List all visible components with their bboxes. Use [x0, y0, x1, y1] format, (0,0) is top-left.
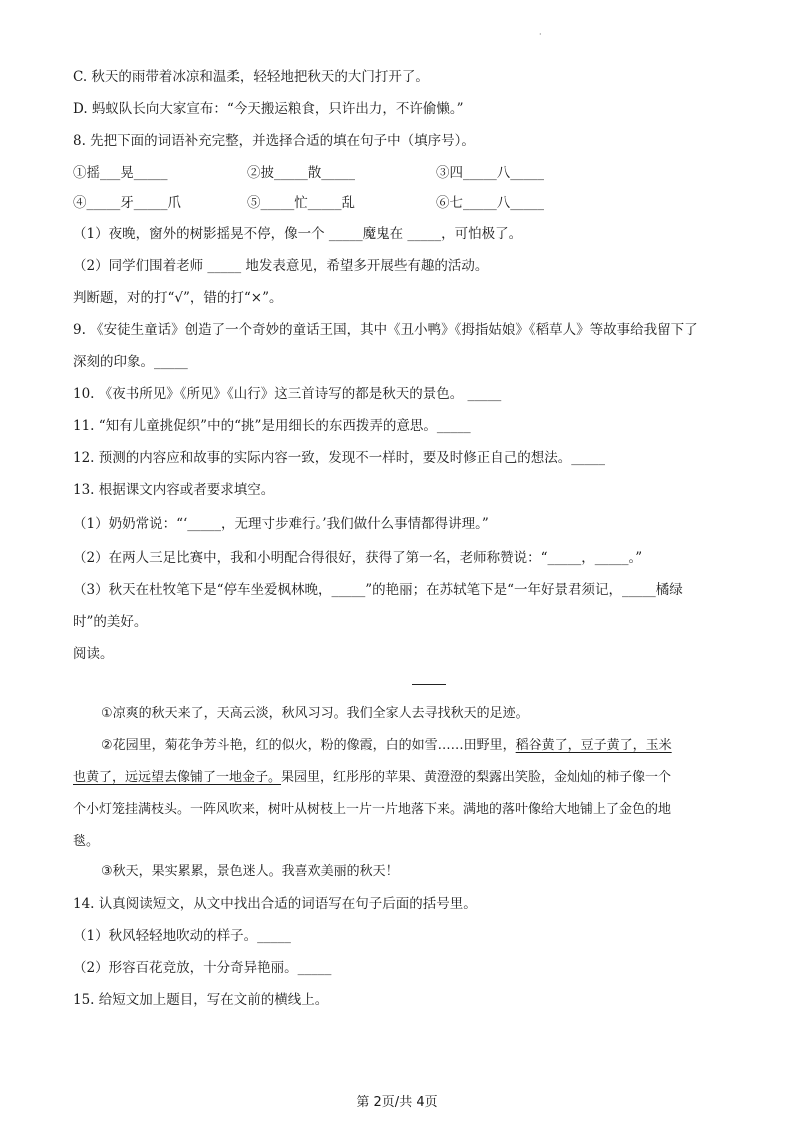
passage-text: ②花园里，菊花争芳斗艳，红的似火，粉的像霞，白的如雪……田野里， [101, 738, 516, 753]
sentence-1: （1）夜晚，窗外的树影摇晃不停，像一个 _____魔鬼在 _____，可怕极了。 [73, 226, 523, 242]
question-13: 13. 根据课文内容或者要求填空。 [73, 482, 275, 498]
question-14-2: （2）形容百花竞放，十分奇异艳丽。_____ [73, 960, 332, 976]
question-15: 15. 给短文加上题目，写在文前的横线上。 [73, 992, 329, 1008]
question-9-line-1: 9. 《安徒生童话》创造了一个奇妙的童话王国，其中《丑小鸭》《拇指姑娘》《稻草人》等故事给我留下了 [73, 322, 698, 338]
page-footer: 第 2页/共 4页 [356, 1095, 438, 1110]
passage-para-2-line-1 [101, 737, 672, 755]
question-13-3-line-1: （3）秋天在杜牧笔下是“停车坐爱枫林晚，_____”的艳丽；在苏轼笔下是“一年好景君须记，_____橘绿 [73, 582, 683, 598]
reading-label: 阅读。 [73, 646, 114, 662]
question-12: 12. 预测的内容应和故事的实际内容一致，发现不一样时，要及时修正自己的想法。_____ [73, 450, 606, 466]
word-6: ⑥七_____八_____ [436, 195, 544, 211]
option-c: C. 秋天的雨带着冰凉和温柔，轻轻地把秋天的大门打开了。 [73, 69, 429, 85]
passage-underlined-text: 稻谷黄了，豆子黄了，玉米 [515, 738, 672, 753]
passage-para-2-line-4: 毯。 [73, 834, 100, 849]
question-13-3-line-2: 时”的美好。 [73, 614, 148, 630]
question-14-1: （1）秋风轻轻地吹动的样子。_____ [73, 928, 291, 944]
option-d: D. 蚂蚁队长向大家宣布：“今天搬运粮食，只许出力，不许偷懒。” [73, 101, 464, 117]
word-5: ⑤_____忙_____乱 [247, 195, 355, 211]
passage-para-1: ①凉爽的秋天来了，天高云淡，秋风习习。我们全家人去寻找秋天的足迹。 [101, 706, 529, 721]
passage-para-2-line-2 [73, 769, 671, 787]
passage-underlined-text: 也黄了，远远望去像铺了一地金子。 [73, 770, 282, 785]
question-10: 10. 《夜书所见》《所见》《山行》这三首诗写的都是秋天的景色。 _____ [73, 386, 502, 402]
question-11: 11. “知有儿童挑促织”中的“挑”是用细长的东西拨弄的意思。_____ [73, 418, 471, 434]
judge-instruction: 判断题，对的打“√”，错的打“×”。 [73, 290, 283, 306]
question-13-1: （1）奶奶常说：“‘_____，无理寸步难行。’我们做什么事情都得讲理。” [73, 516, 489, 532]
question-13-2: （2）在两人三足比赛中，我和小明配合得很好，获得了第一名，老师称赞说：“_____，_____。” [73, 550, 643, 566]
page-mark: · [539, 30, 542, 39]
passage-para-2-line-3: 个小灯笼挂满枝头。一阵风吹来，树叶从树枝上一片一片地落下来。满地的落叶像给大地铺上了金色的地 [73, 802, 672, 817]
word-2: ②披_____散_____ [247, 165, 355, 181]
title-blank [412, 683, 446, 685]
word-3: ③四_____八_____ [436, 165, 544, 181]
word-1: ①摇___晃_____ [73, 165, 168, 181]
question-8: 8. 先把下面的词语补充完整，并选择合适的填在句子中（填序号）。 [73, 133, 475, 149]
question-9-line-2: 深刻的印象。_____ [73, 354, 188, 370]
question-14: 14. 认真阅读短文，从文中找出合适的词语写在句子后面的括号里。 [73, 896, 477, 912]
passage-para-3: ③秋天，果实累累，景色迷人。我喜欢美丽的秋天！ [101, 864, 399, 879]
passage-text: 果园里，红彤彤的苹果、黄澄澄的梨露出笑脸，金灿灿的柿子像一个 [281, 770, 672, 785]
sentence-2: （2）同学们围着老师 _____ 地发表意见，希望多开展些有趣的活动。 [73, 258, 489, 274]
word-4: ④_____牙_____爪 [73, 195, 181, 211]
